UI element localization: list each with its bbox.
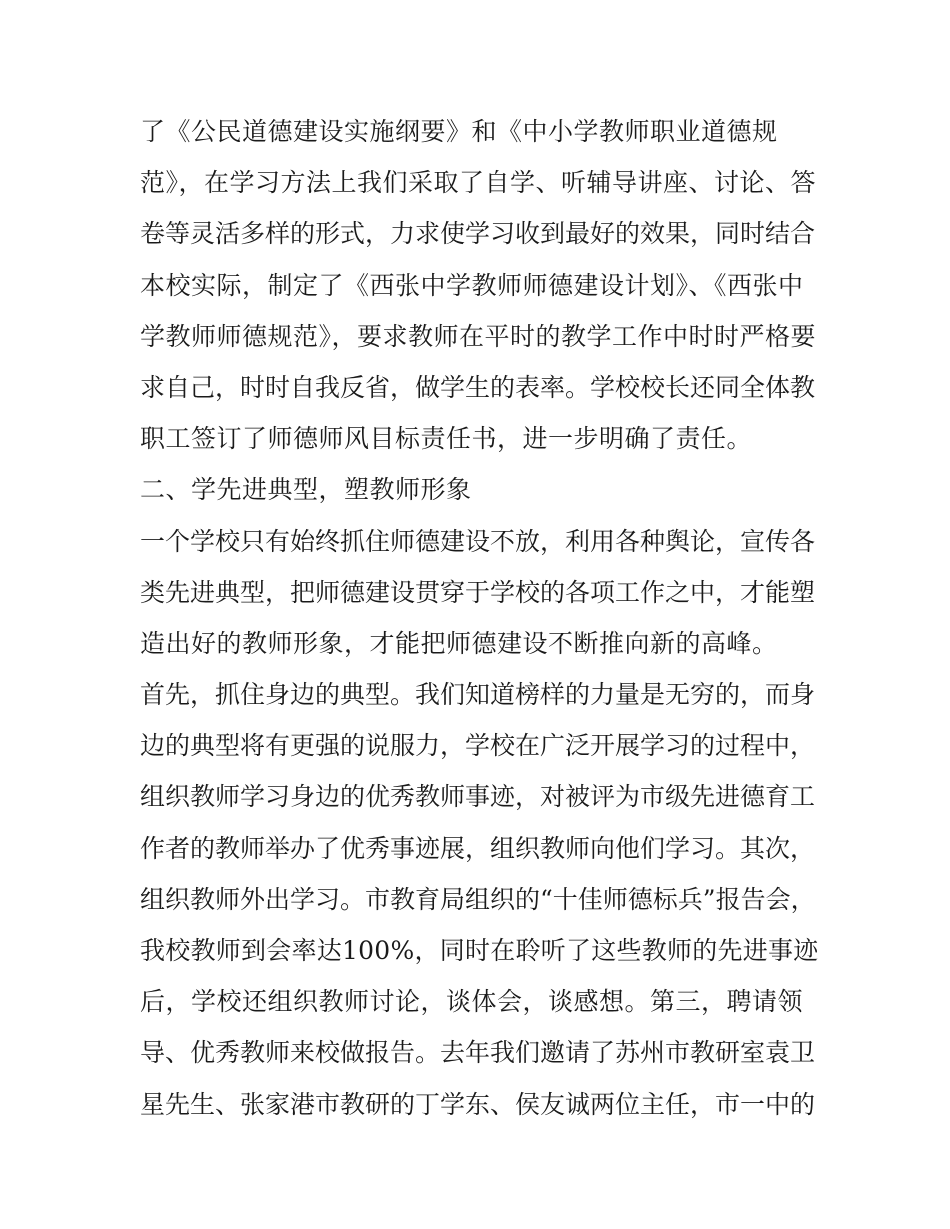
text-line: 了《公民道德建设实施纲要》和《中小学教师职业道德规 xyxy=(140,117,778,146)
text-line: 职工签订了师德师风目标责任书，进一步明确了责任。 xyxy=(140,424,753,454)
text-line: 范》，在学习方法上我们采取了自学、听辅导讲座、讨论、答 xyxy=(140,168,817,198)
text-line: 卷等灵活多样的形式，力求使学习收到最好的效果，同时结合 xyxy=(140,219,816,249)
text-line: 后，学校还组织教师讨论，谈体会，谈感想。第三，聘请领 xyxy=(140,987,804,1017)
text-line: 星先生、张家港市教研的丁学东、侯友诚两位主任，市一中的 xyxy=(140,1089,816,1119)
text-line: 边的典型将有更强的说服力，学校在广泛开展学习的过程中， xyxy=(140,731,816,761)
text-line: 学教师师德规范》，要求教师在平时的教学工作中时时严格要 xyxy=(140,321,817,351)
section-heading: 二、学先进典型，塑教师形象 xyxy=(140,475,472,505)
body-text xyxy=(140,106,820,1130)
text-line: 我校教师到会率达100%，同时在聆听了这些教师的先进事迹 xyxy=(140,936,819,965)
text-line: 类先进典型，把师德建设贯穿于学校的各项工作之中，才能塑 xyxy=(140,577,816,607)
text-line: 导、优秀教师来校做报告。去年我们邀请了苏州市教研室袁卫 xyxy=(140,1038,816,1068)
text-line: 造出好的教师形象，才能把师德建设不断推向新的高峰。 xyxy=(140,628,778,658)
text-line: 组织教师外出学习。市教育局组织的“十佳师德标兵”报告会， xyxy=(140,884,816,914)
text-line: 组织教师学习身边的优秀教师事迹，对被评为市级先进德育工 xyxy=(140,782,816,812)
text-line: 一个学校只有始终抓住师德建设不放，利用各种舆论，宣传各 xyxy=(140,526,816,556)
text-line: 首先，抓住身边的典型。我们知道榜样的力量是无穷的，而身 xyxy=(140,680,816,710)
text-line: 作者的教师举办了优秀事迹展，组织教师向他们学习。其次， xyxy=(140,833,816,863)
text-line: 求自己，时时自我反省，做学生的表率。学校校长还同全体教 xyxy=(140,372,816,402)
text-line: 本校实际，制定了《西张中学教师师德建设计划》、《西张中 xyxy=(140,270,804,300)
